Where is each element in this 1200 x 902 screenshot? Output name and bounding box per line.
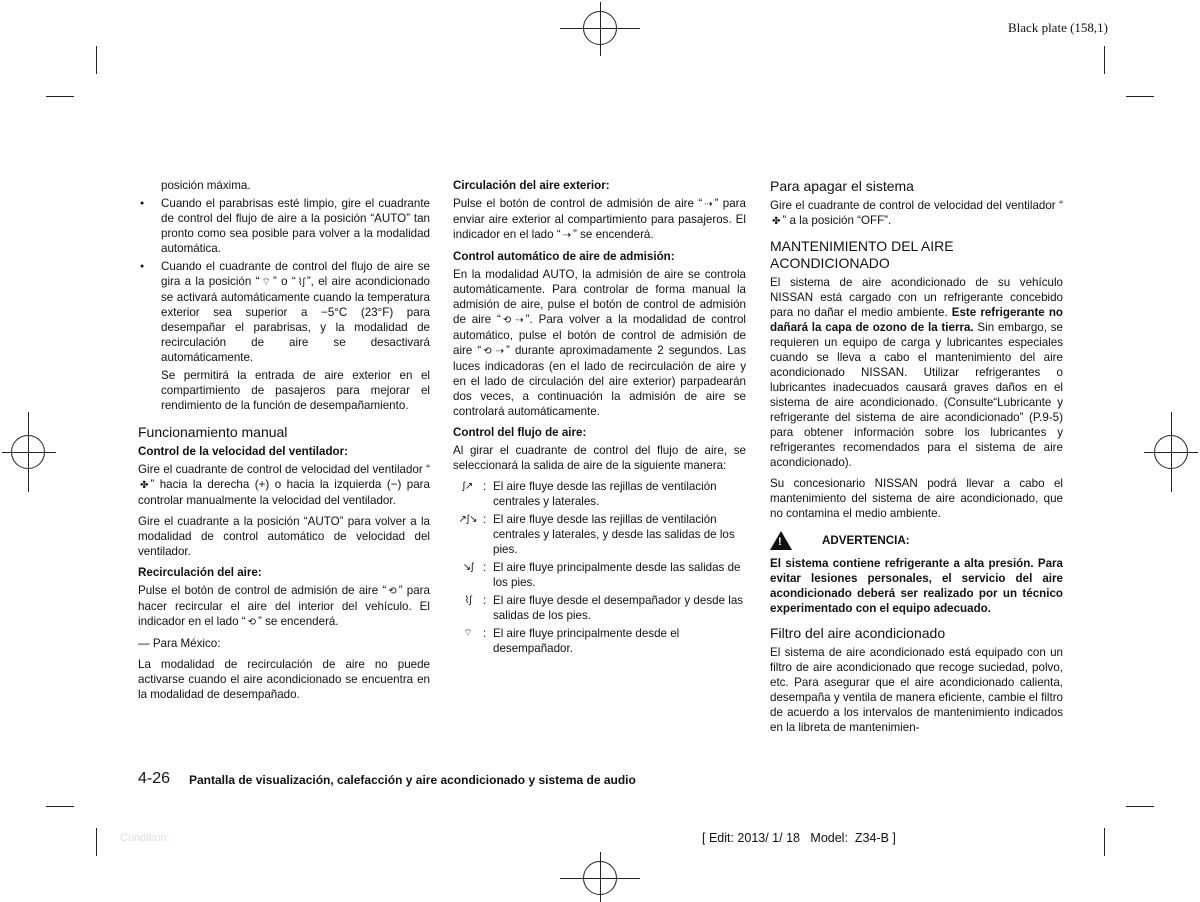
flow-item: ↗ʃ↘ : El aire fluye desde las rejillas de ventilación centrales y laterales, y desde las salidas de los pies. (453, 512, 746, 557)
defroster-icon: ⌔ (261, 277, 271, 288)
column-3 (770, 178, 1063, 741)
flow-item: ʃ↗ : El aire fluye desde las rejillas de ventilación centrales y laterales. (453, 479, 746, 509)
condition-label: Condition: (120, 832, 170, 844)
fresh-air-icon: ⇢ (704, 199, 713, 210)
paragraph: La modalidad de recirculación de aire no puede activarse cuando el aire acondicionado se encuentra en la modalidad de desempañado. (138, 658, 430, 701)
foot-defrost-icon: ⌇ʃ (464, 595, 472, 606)
warning-text: El sistema contiene refrigerante a alta presión. Para evitar lesiones personales, el servicio del aire acondicionado deberá ser realizado por un técnico experimentado con el equipo adecuado. (770, 557, 1063, 615)
fan-icon: ✤ (772, 216, 781, 227)
bullet-item: ● Cuando el cuadrante de control del flujo de aire se gira a la posición “ ⌔ ” o “ ⌇ʃ ”, el aire acondicionado se activará automáticamente cuando la temperatura exterior sea superior a −5°C (23°F) para desempañar el parabrisas, y la modalidad de recirculación de aire se desactivará automáticamente. (138, 259, 430, 365)
paragraph: Pulse el botón de control de admisión de aire “ ⇢ ” para enviar aire exterior al compartimiento para pasajeros. El indicador en el lado “ ⇢ ” se encenderá. (453, 197, 746, 241)
heading-maintenance: MANTENIMIENTO DEL AIRE ACONDICIONADO (770, 238, 954, 271)
crop-mark (46, 806, 74, 807)
registration-circle (1154, 435, 1188, 469)
text-line: posición máxima. (161, 179, 251, 192)
flow-list (453, 479, 746, 656)
fresh-air-icon: ⇢ (495, 346, 505, 357)
registration-circle (583, 861, 617, 895)
column-2 (453, 178, 746, 659)
paragraph: El sistema de aire acondicionado está equipado con un filtro de aire acondicionado que recoge suciedad, polvo, etc. Para asegurar que el aire acondicionado calienta, desempaña y ventila de manera eficiente, cambie el filtro de acuerdo a los intervalos de mantenimiento indicados en la libreta de mantenimien- (770, 646, 1063, 734)
crop-mark (1126, 96, 1154, 97)
heading-outside-air: Circulación del aire exterior: (453, 179, 610, 192)
section-title: Pantalla de visualización, calefacción y aire acondicionado y sistema de audio (189, 773, 636, 787)
paragraph: — Para México: (138, 637, 221, 650)
crop-mark (46, 96, 74, 97)
registration-circle (11, 435, 45, 469)
fresh-air-icon: ⇢ (562, 230, 572, 241)
edit-info: [ Edit: 2013/ 1/ 18 Model: Z34-B ] (702, 831, 896, 845)
fan-icon: ✤ (140, 480, 149, 491)
flow-item: ⌇ʃ : El aire fluye desde el desempañador y desde las salidas de los pies. (453, 593, 746, 623)
fresh-air-icon: ⇢ (515, 315, 524, 326)
paragraph: El sistema de aire acondicionado de su vehículo NISSAN está cargado con un refrigerante concebido para no dañar el medio ambiente. Este refrigerante no dañará la capa de ozono de la tierra. Sin embargo, se requieren un equipo de carga y lubricantes especiales cuando se lleva a cabo el mantenimiento del aire acondicionado NISSAN. Utilizar refrigerantes o lubricantes inadecuados causará graves daños en el sistema de aire acondicionado. (Consulte“Lubricante y refrigerante del sistema de aire acondicionado” (P.9-5) para obtener información sobre los lubricantes y refrigerantes recomendados para el sistema de aire acondicionado). (770, 276, 1063, 469)
warning-title: ADVERTENCIA: (822, 534, 910, 547)
paragraph: Su concesionario NISSAN podrá llevar a cabo el mantenimiento del sistema de aire acondicionado, que no contamina el medio ambiente. (770, 477, 1063, 520)
recirculation-icon: ⟲ (247, 617, 257, 628)
paragraph: Pulse el botón de control de admisión de aire “ ⟲ ” para hacer recircular el aire del interior del vehículo. El indicador en el lado “ ⟲ ” se encenderá. (138, 584, 430, 628)
paragraph: Al girar el cuadrante de control del flujo de aire, se seleccionará la salida de aire de la siguiente manera: (453, 444, 746, 472)
heading-filter: Filtro del aire acondicionado (770, 625, 946, 641)
crop-mark (1104, 828, 1105, 856)
heading-auto-intake: Control automático de aire de admisión: (453, 250, 675, 263)
crop-mark (96, 46, 97, 74)
page-number: 4-26 (138, 770, 171, 787)
crop-mark (96, 828, 97, 856)
paragraph: Gire el cuadrante de control de velocidad del ventilador “✤ ” a la posición “OFF”. (770, 199, 1063, 227)
recirculation-icon: ⟲ (388, 586, 397, 597)
recirculation-icon: ⟲ (483, 346, 492, 357)
recirculation-icon: ⟲ (502, 315, 512, 326)
paragraph: En la modalidad AUTO, la admisión de aire se controla automáticamente. Para controlar de forma manual la admisión de aire, pulse el botón de control de admisión de aire “ ⟲ ⇢ ”. Para volver a la modalidad de control automático, pulse el botón de control de admisión de aire “ ⟲ ⇢ ” durante aproximadamente 2 segundos. Las luces indicadoras (en el lado de recirculación de aire y en el lado de circulación del aire exterior) parpadearán dos veces, a continuación la admisión de aire se controlará automáticamente. (453, 268, 746, 418)
column-1 (138, 178, 430, 708)
sub-paragraph: Se permitirá la entrada de aire exterior en el compartimiento de pasajeros para mejorar el rendimiento de la función de desempañamiento. (161, 369, 430, 412)
registration-circle (583, 11, 617, 45)
flow-item: ⌔ : El aire fluye principalmente desde el desempañador. (453, 626, 746, 656)
paragraph: Gire el cuadrante de control de velocidad del ventilador “✤ ” hacia la derecha (+) o hacia la izquierda (−) para controlar manualmente la velocidad del ventilador. (138, 463, 430, 507)
paragraph: Gire el cuadrante a la posición “AUTO” para volver a la modalidad de control automático de velocidad del ventilador. (138, 515, 430, 558)
flow-item: ↘ʃ : El aire fluye principalmente desde las salidas de los pies. (453, 560, 746, 590)
heading-air-flow: Control del flujo de aire: (453, 426, 587, 439)
foot-defrost-icon: ⌇ʃ (297, 277, 305, 288)
warning-header (770, 531, 1063, 550)
bilevel-icon: ↗ʃ↘ (458, 514, 478, 525)
foot-icon: ↘ʃ (462, 562, 474, 573)
heading-manual: Funcionamiento manual (138, 424, 288, 440)
crop-mark (1126, 806, 1154, 807)
vent-icon: ʃ↗ (462, 481, 474, 492)
bullet-item: ● Cuando el parabrisas esté limpio, gire el cuadrante de control del flujo de aire a la posición “AUTO” tan pronto como sea posible para volver a la modalidad automática. (138, 196, 430, 256)
defroster-icon: ⌔ (463, 628, 473, 639)
heading-recirculation: Recirculación del aire: (138, 566, 262, 579)
plate-label: Black plate (158,1) (1008, 20, 1108, 35)
crop-mark (1104, 46, 1105, 74)
heading-fan-control: Control de la velocidad del ventilador: (138, 445, 349, 458)
heading-turn-off: Para apagar el sistema (770, 178, 914, 194)
warning-icon: ! (770, 531, 792, 550)
